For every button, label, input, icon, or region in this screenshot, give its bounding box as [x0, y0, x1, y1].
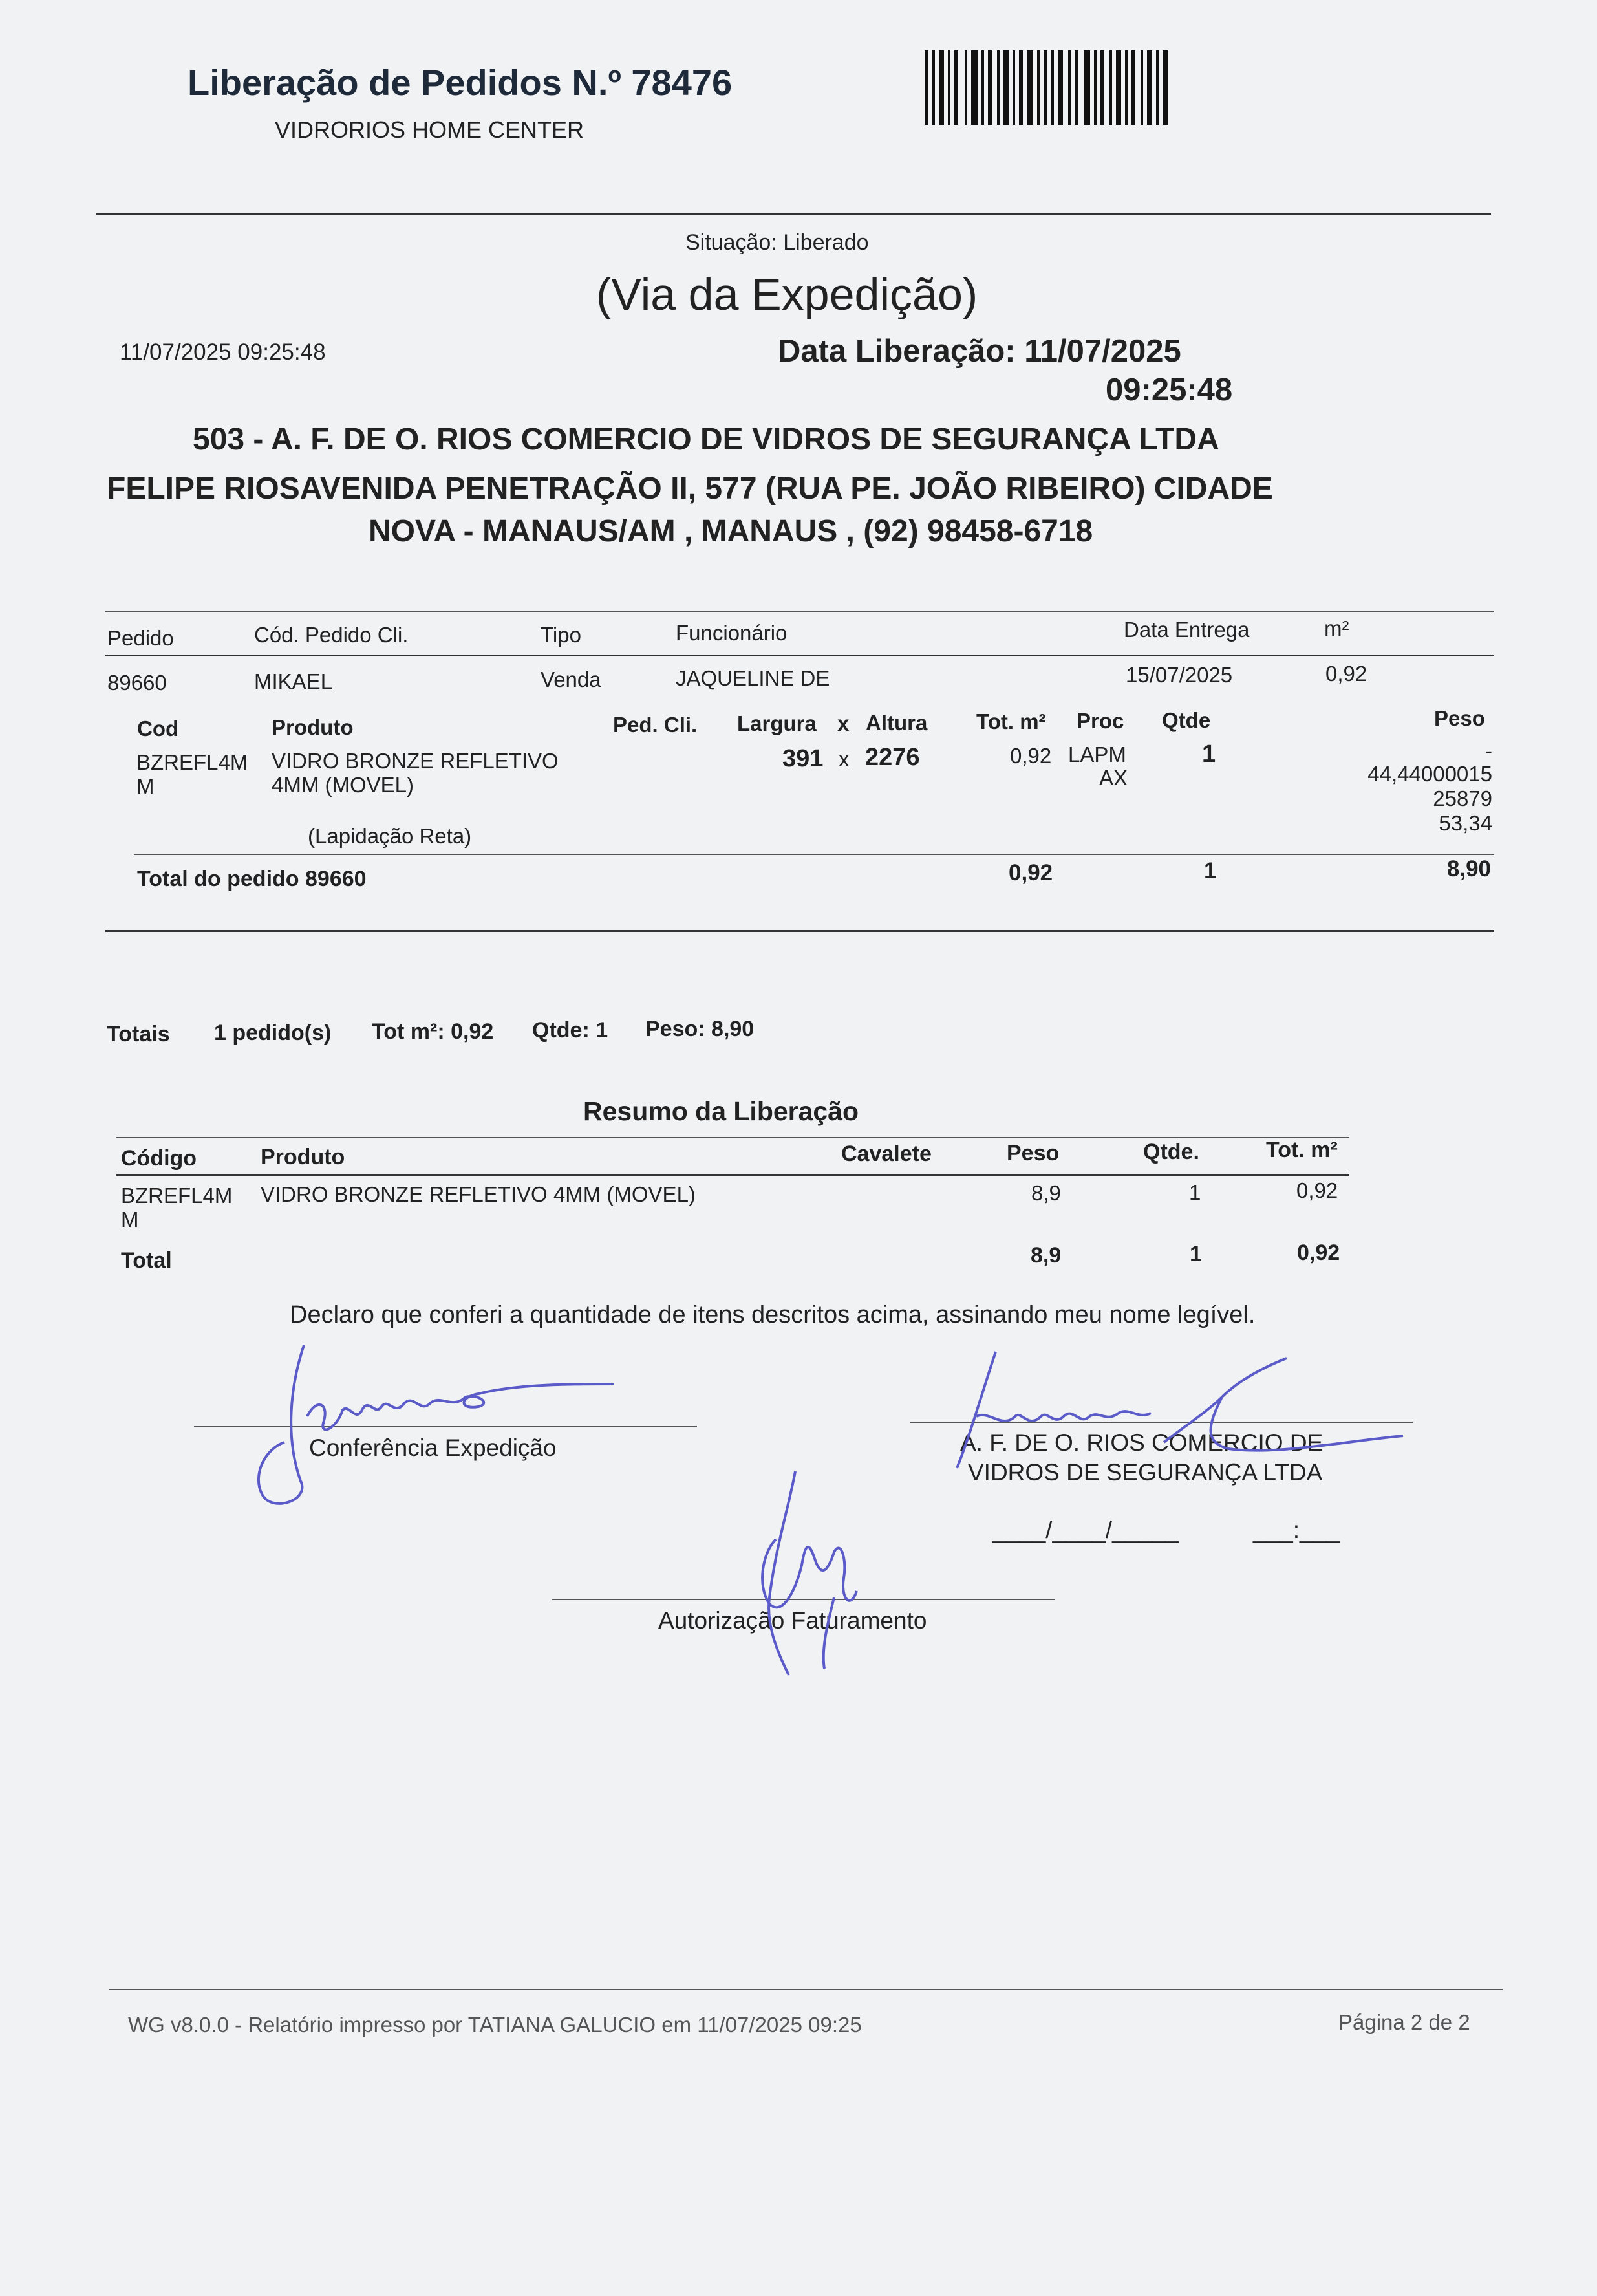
- col-produto: Produto: [272, 715, 354, 739]
- item-produto-1: VIDRO BRONZE REFLETIVO: [272, 749, 559, 773]
- item-proc-2: AX: [1099, 766, 1128, 790]
- col-pedido: Pedido: [107, 626, 174, 650]
- col-qtde: Qtde: [1162, 708, 1211, 732]
- resumo-col-tot-m2: Tot. m²: [1266, 1138, 1338, 1162]
- item-cod-1: BZREFL4M: [136, 750, 248, 774]
- footer-left: WG v8.0.0 - Relatório impresso por TATIANA GALUCIO em 11/07/2025 09:25: [128, 2013, 862, 2037]
- col-m2: m²: [1324, 616, 1349, 640]
- data-liberacao: Data Liberação: 11/07/2025: [778, 334, 1181, 369]
- item-peso-3: 25879: [1433, 786, 1492, 810]
- resumo-qtde: 1: [1189, 1180, 1201, 1204]
- client-line-1: 503 - A. F. DE O. RIOS COMERCIO DE VIDROS DE SEGURANÇA LTDA: [193, 422, 1219, 457]
- barcode: [925, 50, 1170, 125]
- row-pedido: 89660: [107, 671, 167, 695]
- item-peso-1: -: [1485, 739, 1492, 763]
- item-qtde: 1: [1202, 741, 1216, 768]
- item-cod-2: M: [136, 774, 155, 798]
- col-tipo: Tipo: [541, 623, 581, 647]
- item-obs: (Lapidação Reta): [308, 824, 472, 848]
- resumo-produto: VIDRO BRONZE REFLETIVO 4MM (MOVEL): [261, 1182, 696, 1206]
- col-x: x: [837, 711, 850, 735]
- col-largura: Largura: [737, 711, 817, 735]
- totais-qtde: Qtde: 1: [532, 1018, 608, 1043]
- conferencia-label: Conferência Expedição: [309, 1435, 557, 1461]
- client-line-3: NOVA - MANAUS/AM , MANAUS , (92) 98458-6718: [369, 514, 1093, 548]
- row-tipo: Venda: [541, 667, 601, 691]
- resumo-codigo-2: M: [121, 1208, 139, 1231]
- via-expedicao: (Via da Expedição): [596, 269, 978, 319]
- empresa-line-2: VIDROS DE SEGURANÇA LTDA: [968, 1459, 1323, 1486]
- printed-datetime: 11/07/2025 09:25:48: [120, 340, 326, 365]
- resumo-total-peso: 8,9: [1031, 1243, 1062, 1268]
- date-blank: ____/____/_____: [992, 1517, 1179, 1543]
- client-line-2: FELIPE RIOSAVENIDA PENETRAÇÃO II, 577 (RUA PE. JOÃO RIBEIRO) CIDADE: [107, 471, 1273, 506]
- items-total-line: [134, 854, 1494, 855]
- footer-right: Página 2 de 2: [1338, 2010, 1470, 2034]
- item-altura: 2276: [865, 744, 920, 771]
- item-produto-2: 4MM (MOVEL): [272, 773, 414, 797]
- resumo-total-m2: 0,92: [1297, 1240, 1340, 1265]
- signature-empresa: [950, 1345, 1416, 1481]
- col-cod: Cod: [137, 717, 179, 741]
- row-data-entrega: 15/07/2025: [1126, 663, 1233, 687]
- item-proc-1: LAPM: [1068, 742, 1126, 766]
- resumo-total-qtde: 1: [1190, 1242, 1202, 1266]
- data-liberacao-time: 09:25:48: [1106, 373, 1233, 407]
- row-m2: 0,92: [1325, 662, 1367, 686]
- signature-conferencia: [246, 1332, 647, 1513]
- item-peso-4: 53,34: [1439, 811, 1492, 835]
- total-pedido-qtde: 1: [1204, 858, 1217, 883]
- resumo-col-peso: Peso: [1007, 1141, 1060, 1165]
- signature-autorizacao: [737, 1468, 879, 1682]
- col-tot-m2: Tot. m²: [976, 709, 1046, 733]
- col-peso: Peso: [1434, 706, 1485, 730]
- col-cod-pedido-cli: Cód. Pedido Cli.: [254, 623, 409, 647]
- autorizacao-label: Autorização Faturamento: [658, 1607, 927, 1634]
- col-funcionario: Funcionário: [676, 621, 788, 645]
- header-divider: [96, 213, 1491, 215]
- resumo-peso: 8,9: [1031, 1181, 1061, 1205]
- row-cod-pedido-cli: MIKAEL: [254, 669, 333, 693]
- resumo-codigo-1: BZREFL4M: [121, 1184, 233, 1208]
- company-name: VIDRORIOS HOME CENTER: [275, 116, 584, 143]
- total-pedido-peso: 8,90: [1446, 856, 1491, 882]
- totais-label: Totais: [107, 1022, 170, 1046]
- situacao: Situação: Liberado: [685, 230, 869, 255]
- total-pedido-label: Total do pedido 89660: [137, 867, 367, 891]
- declaration-text: Declaro que conferi a quantidade de itens descritos acima, assinando meu nome legível.: [290, 1301, 1256, 1328]
- resumo-col-cavalete: Cavalete: [841, 1142, 932, 1166]
- col-altura: Altura: [866, 711, 928, 735]
- resumo-total-label: Total: [121, 1248, 172, 1273]
- document-title: Liberação de Pedidos N.º 78476: [188, 62, 733, 103]
- item-largura: 391: [782, 745, 824, 772]
- col-proc: Proc: [1077, 709, 1124, 733]
- resumo-col-qtde: Qtde.: [1143, 1140, 1199, 1164]
- totais-pedidos: 1 pedido(s): [214, 1021, 332, 1045]
- resumo-top-line: [116, 1137, 1349, 1138]
- empresa-line-1: A. F. DE O. RIOS COMERCIO DE: [960, 1429, 1324, 1456]
- item-x: x: [839, 747, 850, 771]
- time-blank: ___:___: [1253, 1517, 1340, 1543]
- resumo-tot-m2: 0,92: [1296, 1178, 1338, 1202]
- resumo-col-codigo: Código: [121, 1146, 197, 1171]
- order-table-header-line: [105, 655, 1494, 656]
- item-peso-2: 44,44000015: [1367, 762, 1492, 786]
- resumo-title: Resumo da Liberação: [583, 1096, 859, 1126]
- col-data-entrega: Data Entrega: [1124, 618, 1250, 642]
- col-ped-cli: Ped. Cli.: [613, 713, 698, 737]
- order-table-top-line: [105, 611, 1494, 612]
- total-pedido-m2: 0,92: [1009, 860, 1053, 885]
- resumo-header-line: [116, 1174, 1349, 1176]
- totais-m2: Tot m²: 0,92: [372, 1019, 494, 1044]
- order-table-bottom-line: [105, 930, 1494, 932]
- footer-line: [109, 1989, 1503, 1990]
- resumo-col-produto: Produto: [261, 1145, 345, 1169]
- row-funcionario: JAQUELINE DE: [676, 666, 830, 690]
- item-tot-m2: 0,92: [1010, 744, 1052, 768]
- totais-peso: Peso: 8,90: [645, 1017, 755, 1041]
